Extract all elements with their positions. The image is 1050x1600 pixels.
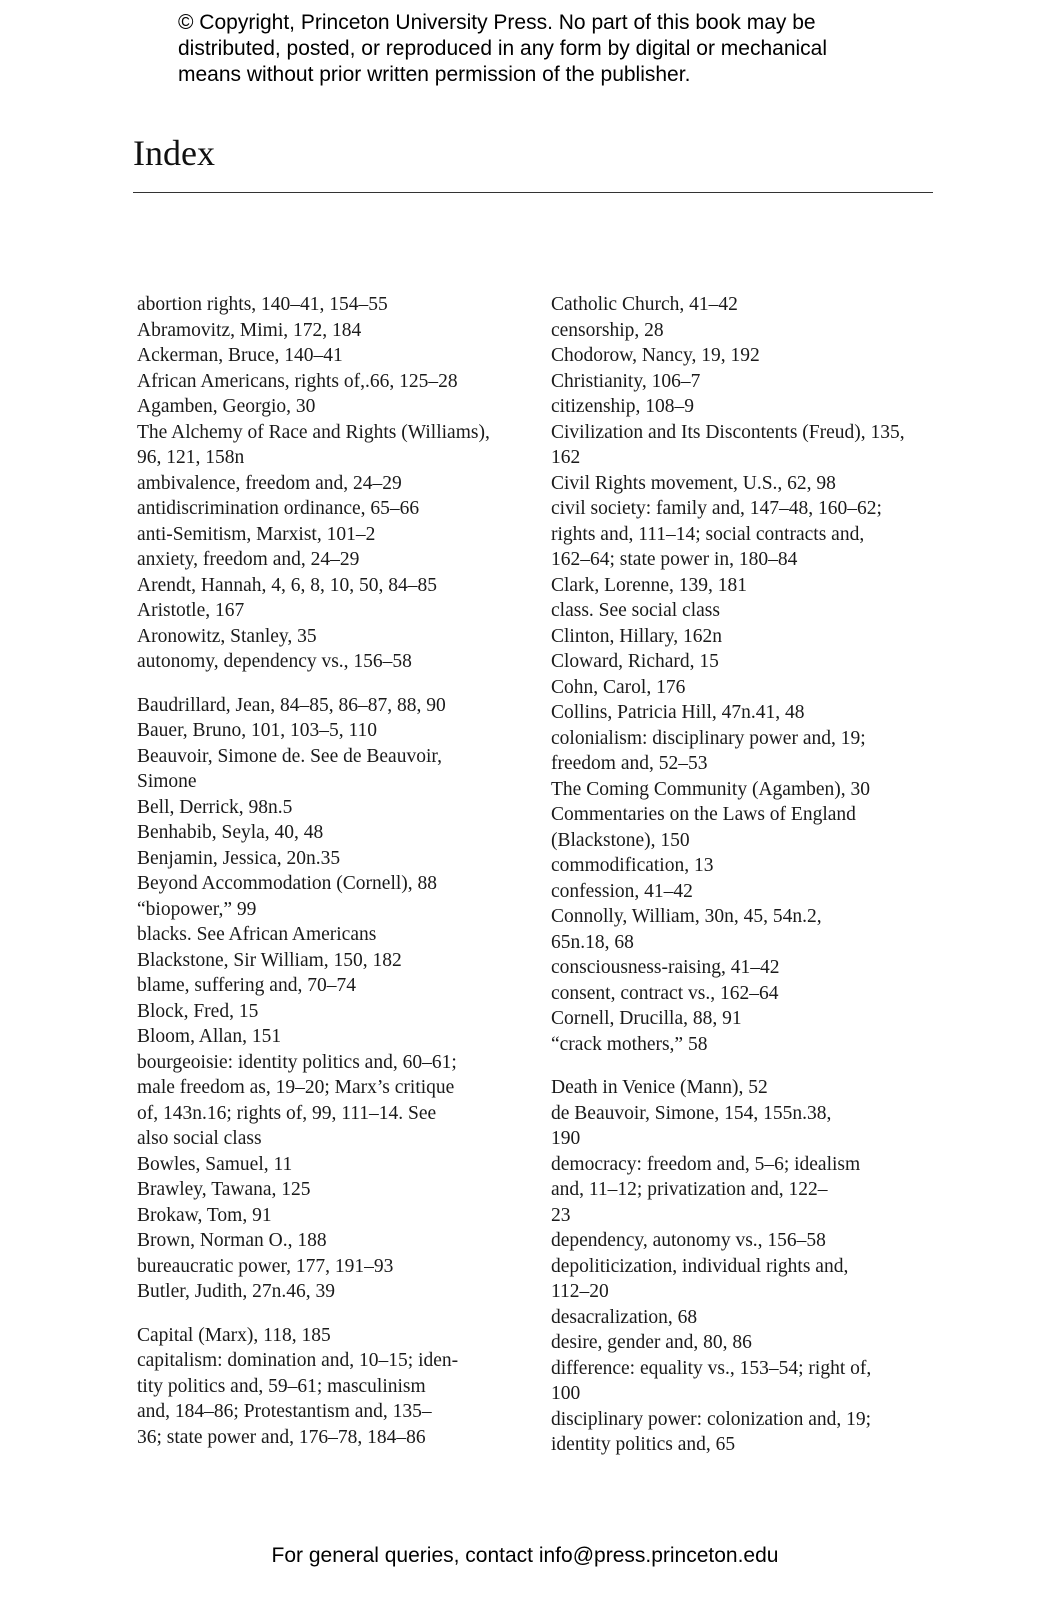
index-entry: [551, 573, 951, 599]
index-entry-line: 190: [551, 1128, 581, 1149]
index-entry-line: Collins, Patricia Hill, 47n.41, 48: [551, 702, 805, 723]
index-entry: [551, 853, 951, 879]
index-entry-line: citizenship, 108–9: [551, 396, 694, 417]
index-entry-line: The Coming Community (Agamben), 30: [551, 778, 871, 800]
index-entry: [137, 1177, 537, 1203]
index-entry: [551, 1032, 951, 1058]
index-entry: [137, 795, 537, 821]
index-entry: [137, 547, 537, 573]
index-entry-line: Aristotle, 167: [137, 600, 245, 621]
index-entry-line: consciousness-raising, 41–42: [551, 957, 780, 978]
index-entry: [551, 624, 951, 650]
index-entry-line: 96, 121, 158n: [137, 447, 245, 468]
index-entry-line: 23: [551, 1204, 571, 1226]
index-entry-line: de Beauvoir, Simone, 154, 155n.38,: [551, 1102, 832, 1124]
index-entry-line: “biopower,” 99: [137, 898, 257, 920]
index-entry-line: African Americans, rights of,.66, 125–28: [137, 370, 458, 392]
index-entry-line: censorship, 28: [551, 319, 664, 341]
index-entry: [137, 649, 537, 675]
index-entry: [551, 394, 951, 420]
index-entry: [551, 1075, 951, 1101]
index-entry: [551, 981, 951, 1007]
index-entry: [551, 292, 951, 318]
index-entry: [137, 471, 537, 497]
index-entry-line: Agamben, Georgio, 30: [137, 396, 316, 417]
index-entry: [137, 318, 537, 344]
index-entry-line: confession, 41–42: [551, 880, 693, 902]
index-entry-line: Capital (Marx), 118, 185: [137, 1324, 331, 1346]
index-entry-line: civil society: family and, 147–48, 160–62;: [551, 498, 882, 519]
copyright-line: means without prior written permission of the publisher.: [178, 63, 691, 86]
index-entry: [137, 1254, 537, 1280]
index-entry: [551, 1330, 951, 1356]
index-entry-line: Aronowitz, Stanley, 35: [137, 625, 317, 647]
index-entry-line: Brawley, Tawana, 125: [137, 1179, 311, 1200]
index-entry: [137, 1323, 537, 1349]
index-entry-line: Bauer, Bruno, 101, 103–5, 110: [137, 720, 378, 741]
index-entry-line: Simone: [137, 771, 197, 792]
index-entry-line: Benjamin, Jessica, 20n.35: [137, 847, 341, 869]
index-entry-line: dependency, autonomy vs., 156–58: [551, 1230, 826, 1251]
index-entry: [137, 1348, 537, 1450]
copyright-notice: [178, 10, 938, 88]
index-entry: [551, 496, 951, 573]
index-entry: [137, 846, 537, 872]
index-entry: [551, 1101, 951, 1152]
index-entry-line: also social class: [137, 1128, 262, 1149]
index-entry: [137, 999, 537, 1025]
index-entry: [137, 820, 537, 846]
index-column-right: [551, 292, 951, 1458]
index-entry-line: commodification, 13: [551, 855, 714, 876]
index-entry: [137, 922, 537, 948]
index-entry: [137, 598, 537, 624]
index-entry-line: of, 143n.16; rights of, 99, 111–14. See: [137, 1102, 437, 1124]
index-entry-line: Clinton, Hillary, 162n: [551, 625, 722, 647]
index-entry-line: and, 11–12; privatization and, 122–: [551, 1179, 828, 1200]
index-entry-line: Cohn, Carol, 176: [551, 676, 686, 698]
index-entry-line: 36; state power and, 176–78, 184–86: [137, 1426, 426, 1448]
index-entry-line: tity politics and, 59–61; masculinism: [137, 1375, 426, 1397]
title-divider: [133, 192, 933, 193]
index-entry: [137, 693, 537, 719]
index-entry: [137, 897, 537, 923]
index-entry-line: identity politics and, 65: [551, 1434, 736, 1455]
index-entry-line: Clark, Lorenne, 139, 181: [551, 574, 748, 596]
index-entry: [551, 879, 951, 905]
index-entry-line: Butler, Judith, 27n.46, 39: [137, 1281, 336, 1302]
index-entry: [137, 871, 537, 897]
index-entry-line: autonomy, dependency vs., 156–58: [137, 651, 412, 672]
index-entry-line: Christianity, 106–7: [551, 370, 701, 392]
index-entry-line: class. See social class: [551, 600, 720, 621]
index-entry-line: Connolly, William, 30n, 45, 54n.2,: [551, 906, 822, 927]
index-column-left: [137, 292, 537, 1450]
index-entry: [551, 802, 951, 853]
index-entry-line: capitalism: domination and, 10–15; iden-: [137, 1350, 459, 1371]
letter-group-gap: [551, 1057, 951, 1075]
index-entry-line: anxiety, freedom and, 24–29: [137, 549, 360, 570]
index-entry-line: Ackerman, Bruce, 140–41: [137, 345, 343, 366]
index-entry-line: Civil Rights movement, U.S., 62, 98: [551, 472, 836, 494]
index-entry-line: difference: equality vs., 153–54; right of,: [551, 1357, 872, 1379]
footer-contact: For general queries, contact info@press.princeton.edu: [271, 1544, 779, 1567]
index-entry: [137, 1279, 537, 1305]
index-entry-line: The Alchemy of Race and Rights (Williams),: [137, 421, 490, 443]
index-entry: [551, 726, 951, 777]
index-entry: [551, 1305, 951, 1331]
index-entry: [551, 955, 951, 981]
index-entry-line: antidiscrimination ordinance, 65–66: [137, 498, 420, 519]
index-entry-line: “crack mothers,” 58: [551, 1033, 708, 1055]
index-entry: [551, 904, 951, 955]
index-entry-line: Beauvoir, Simone de. See de Beauvoir,: [137, 745, 442, 767]
index-entry-line: Chodorow, Nancy, 19, 192: [551, 345, 760, 366]
index-entry-line: Beyond Accommodation (Cornell), 88: [137, 873, 438, 894]
index-entry-line: Civilization and Its Discontents (Freud), 135,: [551, 421, 905, 443]
index-entry-line: Baudrillard, Jean, 84–85, 86–87, 88, 90: [137, 694, 446, 716]
index-entry-line: ambivalence, freedom and, 24–29: [137, 472, 402, 494]
index-entry: [551, 1152, 951, 1229]
index-entry: [551, 649, 951, 675]
index-entry: [137, 718, 537, 744]
index-entry-line: blacks. See African Americans: [137, 924, 377, 945]
index-entry-line: 162: [551, 447, 581, 468]
index-entry-line: Cornell, Drucilla, 88, 91: [551, 1008, 742, 1029]
index-entry: [137, 343, 537, 369]
index-entry-line: Benhabib, Seyla, 40, 48: [137, 822, 324, 843]
index-entry-line: Bloom, Allan, 151: [137, 1026, 282, 1047]
index-entry-line: bureaucratic power, 177, 191–93: [137, 1255, 394, 1277]
index-entry-line: 162–64; state power in, 180–84: [551, 549, 798, 570]
index-entry-line: colonialism: disciplinary power and, 19;: [551, 727, 866, 749]
index-entry-line: 65n.18, 68: [551, 931, 634, 953]
letter-group-gap: [137, 1305, 537, 1323]
index-entry: [137, 1024, 537, 1050]
index-entry: [137, 624, 537, 650]
index-entry: [137, 420, 537, 471]
index-entry: [137, 573, 537, 599]
index-entry-line: Brown, Norman O., 188: [137, 1230, 327, 1251]
index-entry-line: consent, contract vs., 162–64: [551, 982, 779, 1004]
copyright-line: © Copyright, Princeton University Press. No part of this book may be: [178, 11, 816, 34]
index-entry-line: depoliticization, individual rights and,: [551, 1255, 849, 1277]
copyright-line: distributed, posted, or reproduced in any form by digital or mechanical: [178, 37, 828, 60]
index-entry-line: 100: [551, 1383, 581, 1404]
index-entry: [137, 1203, 537, 1229]
index-entry: [137, 1228, 537, 1254]
letter-group-gap: [137, 675, 537, 693]
index-entry-line: bourgeoisie: identity politics and, 60–61;: [137, 1051, 457, 1073]
index-entry: [137, 744, 537, 795]
index-entry: [551, 598, 951, 624]
index-entry: [551, 777, 951, 803]
index-entry: [551, 318, 951, 344]
index-entry: [137, 522, 537, 548]
index-entry-line: Arendt, Hannah, 4, 6, 8, 10, 50, 84–85: [137, 574, 438, 596]
index-entry: [551, 343, 951, 369]
index-entry-line: Brokaw, Tom, 91: [137, 1204, 272, 1226]
index-entry: [551, 1356, 951, 1407]
index-entry: [137, 292, 537, 318]
page-title: Index: [133, 133, 215, 173]
index-entry: [551, 675, 951, 701]
index-entry-line: blame, suffering and, 70–74: [137, 975, 356, 996]
index-entry: [551, 1228, 951, 1254]
index-entry: [551, 1006, 951, 1032]
index-entry: [551, 369, 951, 395]
index-entry: [551, 1407, 951, 1458]
index-entry-line: democracy: freedom and, 5–6; idealism: [551, 1153, 861, 1175]
index-entry-line: Block, Fred, 15: [137, 1000, 259, 1022]
index-entry-line: Blackstone, Sir William, 150, 182: [137, 949, 402, 971]
index-entry: [137, 369, 537, 395]
index-entry-line: freedom and, 52–53: [551, 753, 708, 774]
index-entry-line: desire, gender and, 80, 86: [551, 1332, 752, 1353]
index-entry-line: abortion rights, 140–41, 154–55: [137, 294, 388, 315]
index-entry: [137, 496, 537, 522]
index-entry-line: Cloward, Richard, 15: [551, 651, 719, 672]
index-entry: [551, 1254, 951, 1305]
index-entry: [551, 471, 951, 497]
index-entry-line: and, 184–86; Protestantism and, 135–: [137, 1401, 432, 1422]
index-entry-line: Catholic Church, 41–42: [551, 294, 738, 315]
index-entry: [551, 420, 951, 471]
index-entry: [551, 700, 951, 726]
index-entry-line: 112–20: [551, 1281, 609, 1302]
index-entry-line: anti-Semitism, Marxist, 101–2: [137, 523, 376, 545]
index-entry-line: Abramovitz, Mimi, 172, 184: [137, 319, 362, 341]
index-entry: [137, 973, 537, 999]
index-entry-line: disciplinary power: colonization and, 19;: [551, 1408, 872, 1430]
index-entry-line: Bell, Derrick, 98n.5: [137, 796, 293, 818]
index-entry-line: Death in Venice (Mann), 52: [551, 1077, 768, 1098]
index-entry-line: Commentaries on the Laws of England: [551, 804, 856, 825]
index-entry-line: (Blackstone), 150: [551, 829, 690, 851]
index-entry-line: rights and, 111–14; social contracts and,: [551, 523, 865, 545]
index-entry-line: desacralization, 68: [551, 1306, 698, 1328]
index-entry: [137, 1152, 537, 1178]
index-entry-line: male freedom as, 19–20; Marx’s critique: [137, 1077, 455, 1098]
index-entry: [137, 948, 537, 974]
index-entry: [137, 394, 537, 420]
index-entry: [137, 1050, 537, 1152]
index-entry-line: Bowles, Samuel, 11: [137, 1153, 293, 1175]
